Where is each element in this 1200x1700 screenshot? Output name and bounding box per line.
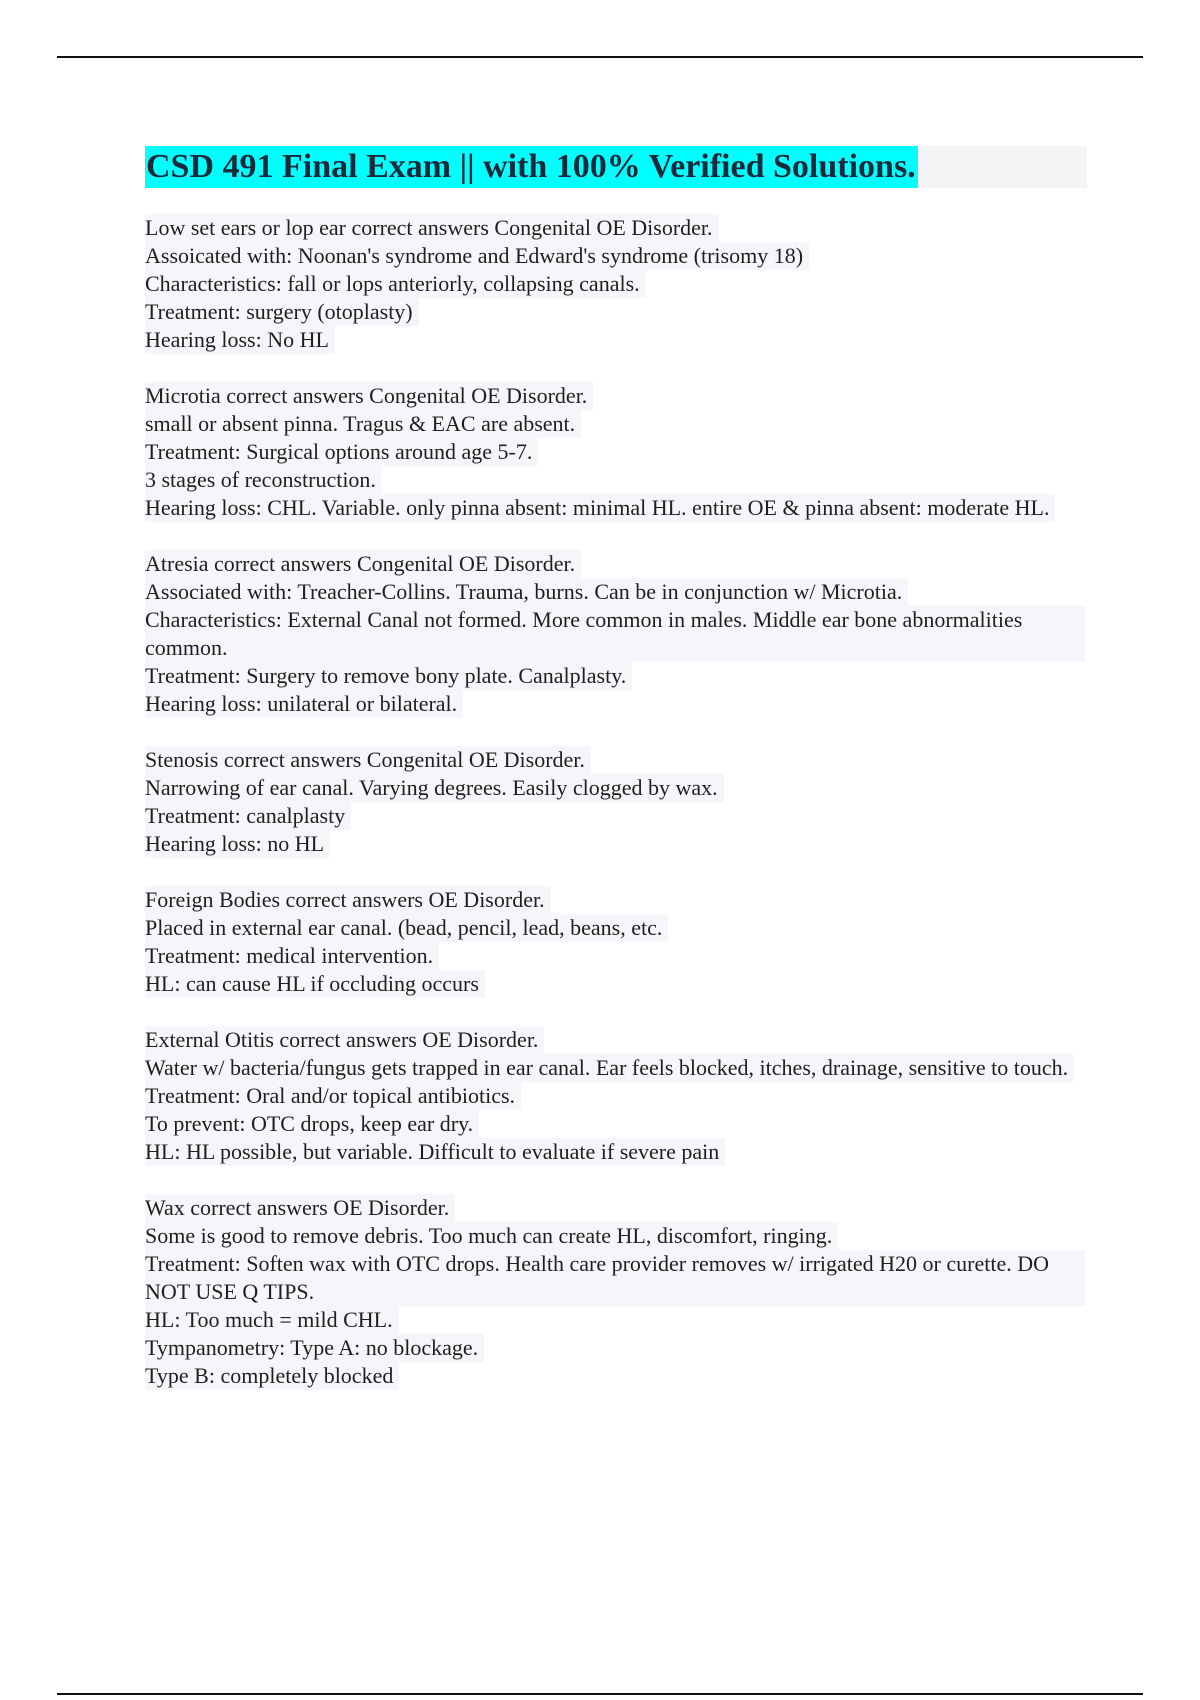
entry-line: Some is good to remove debris. Too much can create HL, discomfort, ringing.	[145, 1222, 838, 1250]
entry-foreign-bodies	[145, 886, 1085, 998]
entry-low-set-ears	[145, 214, 1085, 354]
entry-line: Treatment: canalplasty	[145, 802, 351, 830]
entry-external-otitis	[145, 1026, 1085, 1166]
entry-line: External Otitis correct answers OE Disorder.	[145, 1026, 544, 1054]
entry-line: Assoicated with: Noonan's syndrome and Edward's syndrome (trisomy 18)	[145, 242, 809, 270]
entry-atresia	[145, 550, 1085, 718]
bottom-rule	[57, 1693, 1143, 1695]
entry-line: Wax correct answers OE Disorder.	[145, 1194, 455, 1222]
entry-line: Narrowing of ear canal. Varying degrees. Easily clogged by wax.	[145, 774, 724, 802]
entry-line: 3 stages of reconstruction.	[145, 466, 382, 494]
entry-line: Hearing loss: No HL	[145, 326, 335, 354]
entry-line: Characteristics: External Canal not formed. More common in males. Middle ear bone abnormalities common.	[145, 606, 1085, 662]
entry-line: small or absent pinna. Tragus & EAC are absent.	[145, 410, 581, 438]
entry-line: Microtia correct answers Congenital OE Disorder.	[145, 382, 593, 410]
entry-line: Hearing loss: CHL. Variable. only pinna absent: minimal HL. entire OE & pinna absent: moderate HL.	[145, 494, 1055, 522]
entry-line: Treatment: medical intervention.	[145, 942, 439, 970]
entry-line: Foreign Bodies correct answers OE Disorder.	[145, 886, 551, 914]
entry-line: Type B: completely blocked	[145, 1362, 399, 1390]
entry-microtia	[145, 382, 1085, 522]
top-rule	[57, 56, 1143, 58]
entry-line: HL: can cause HL if occluding occurs	[145, 970, 485, 998]
entry-line: Characteristics: fall or lops anteriorly, collapsing canals.	[145, 270, 646, 298]
entry-line: Treatment: Surgical options around age 5-7.	[145, 438, 538, 466]
entry-line: Treatment: Surgery to remove bony plate. Canalplasty.	[145, 662, 632, 690]
entry-line: To prevent: OTC drops, keep ear dry.	[145, 1110, 479, 1138]
entry-line: Hearing loss: unilateral or bilateral.	[145, 690, 463, 718]
entry-line: Placed in external ear canal. (bead, pencil, lead, beans, etc.	[145, 914, 668, 942]
entry-line: HL: HL possible, but variable. Difficult to evaluate if severe pain	[145, 1138, 725, 1166]
entry-line: Treatment: Soften wax with OTC drops. Health care provider removes w/ irrigated H20 or curette. DO NOT USE Q TIPS.	[145, 1250, 1085, 1306]
entry-line: Treatment: Oral and/or topical antibiotics.	[145, 1082, 521, 1110]
entry-line: Water w/ bacteria/fungus gets trapped in ear canal. Ear feels blocked, itches, drainage, sensitive to touch.	[145, 1054, 1074, 1082]
entry-line: Hearing loss: no HL	[145, 830, 330, 858]
entry-line: Tympanometry: Type A: no blockage.	[145, 1334, 484, 1362]
entry-stenosis	[145, 746, 1085, 858]
entry-line: Atresia correct answers Congenital OE Disorder.	[145, 550, 581, 578]
entry-wax	[145, 1194, 1085, 1390]
entry-line: HL: Too much = mild CHL.	[145, 1306, 399, 1334]
entry-line: Associated with: Treacher-Collins. Trauma, burns. Can be in conjunction w/ Microtia.	[145, 578, 908, 606]
entries-list	[145, 214, 1085, 1418]
entry-line: Treatment: surgery (otoplasty)	[145, 298, 419, 326]
entry-line: Stenosis correct answers Congenital OE Disorder.	[145, 746, 591, 774]
entry-line: Low set ears or lop ear correct answers Congenital OE Disorder.	[145, 214, 719, 242]
document-title: CSD 491 Final Exam || with 100% Verified Solutions.	[145, 146, 918, 188]
